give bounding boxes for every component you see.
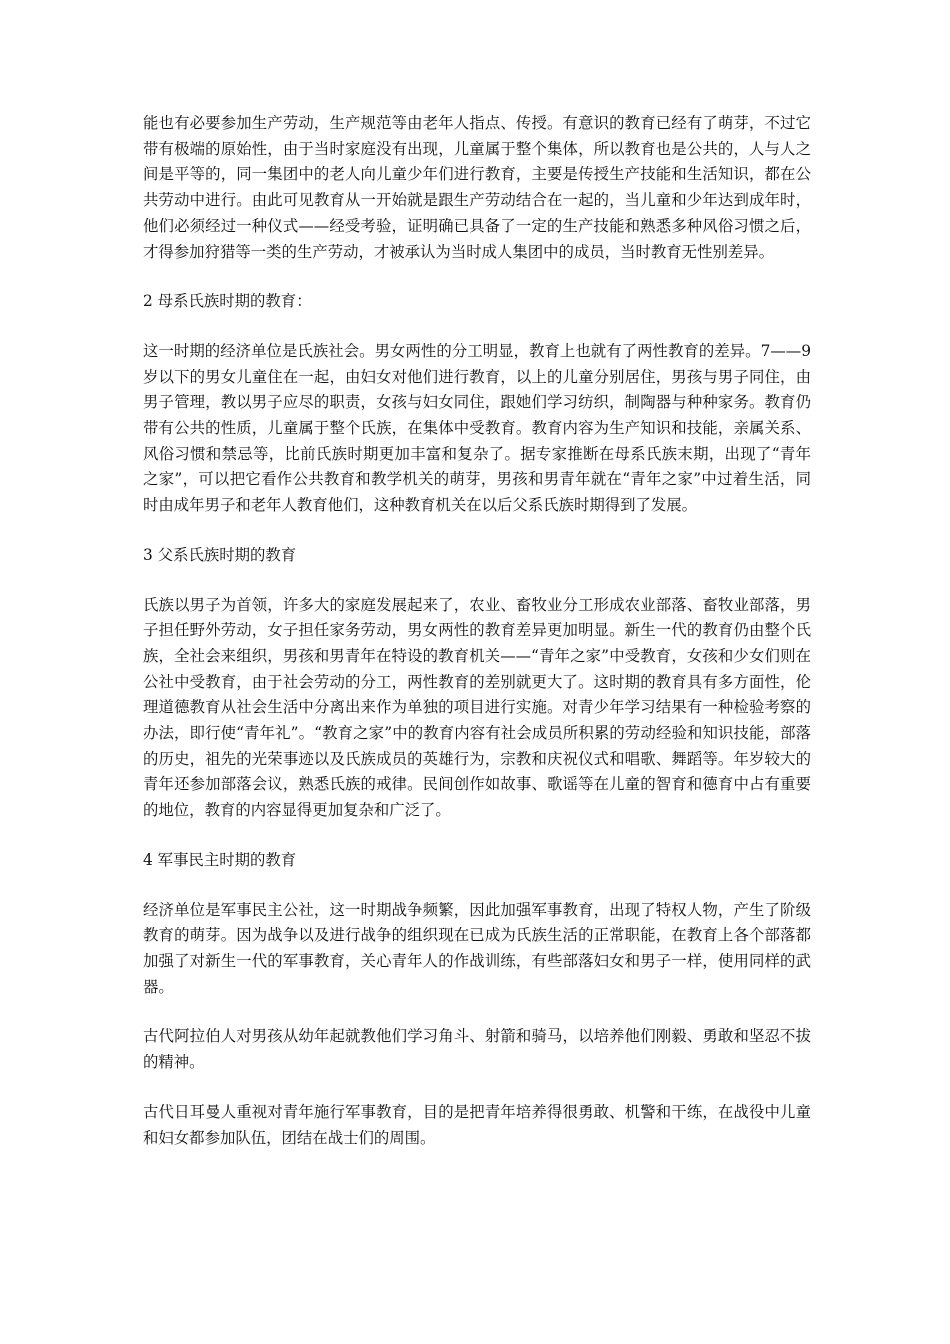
document-body [143,111,811,1175]
paragraph-primitive-society-continued: 能也有必要参加生产劳动，生产规范等由老年人指点、传授。有意识的教育已经有了萌芽，不过它带有极端的原始性，由于当时家庭没有出现，儿童属于整个集体，所以教育也是公共的，人与人之间是平等的，同一集团中的老人向儿童少年们进行教育，主要是传授生产技能和生活知识，都在公共劳动中进行。由此可见教育从一开始就是跟生产劳动结合在一起的，当儿童和少年达到成年时，他们必须经过一种仪式——经受考验，证明确已具备了一定的生产技能和熟悉多种风俗习惯之后，才得参加狩猎等一类的生产劳动，才被承认为当时成人集团中的成员，当时教育无性别差异。 [143,114,811,261]
section-heading-matrilineal: 2 母系氏族时期的教育： [143,292,312,311]
paragraph-germans: 古代日耳曼人重视对青年施行军事教育，目的是把青年培养得很勇敢、机警和干练，在战役中儿童和妇女都参加队伍，团结在战士们的周围。 [143,1102,811,1147]
paragraph-arabs: 古代阿拉伯人对男孩从幼年起就教他们学习角斗、射箭和骑马，以培养他们刚毅、勇敢和坚忍不拔的精神。 [143,1027,811,1072]
paragraph-matrilineal: 这一时期的经济单位是氏族社会。男女两性的分工明显，教育上也就有了两性教育的差异。7——9 岁以下的男女儿童住在一起，由妇女对他们进行教育，以上的儿童分别居住，男孩与男子同住，由男子管理，教以男子应尽的职责，女孩与妇女同住，跟她们学习纺织，制陶器与种种家务。教育仍带有公共的性质，儿童属于整个氏族，在集体中受教育。教育内容为生产知识和技能，亲属关系、风俗习惯和禁忌等，比前氏族时期更加丰富和复杂了。据专家推断在母系氏族末期，出现了“青年之家”，可以把它看作公共教育和教学机关的萌芽，男孩和男青年就在“青年之家”中过着生活，同时由成年男子和老年人教育他们，这种教育机关在以后父系氏族时期得到了发展。 [143,341,811,515]
section-heading-patrilineal: 3 父系氏族时期的教育 [143,545,297,564]
paragraph-patrilineal: 氏族以男子为首领，许多大的家庭发展起来了，农业、畜牧业分工形成农业部落、畜牧业部落，男子担任野外劳动，女子担任家务劳动，男女两性的教育差异更加明显。新生一代的教育仍由整个氏族，全社会来组织，男孩和男青年在特设的教育机关——“青年之家”中受教育，女孩和少女们则在公社中受教育，由于社会劳动的分工，两性教育的差别就更大了。这时期的教育具有多方面性，伦理道德教育从社会生活中分离出来作为单独的项目进行实施。对青少年学习结果有一种检验考察的办法，即行使“青年礼”。“教育之家”中的教育内容有社会成员所积累的劳动经验和知识技能，部落的历史，祖先的光荣事迹以及氏族成员的英雄行为，宗教和庆祝仪式和唱歌、舞蹈等。年岁较大的青年还参加部落会议，熟悉氏族的戒律。民间创作如故事、歌谣等在儿童的智育和德育中占有重要的地位，教育的内容显得更加复杂和广泛了。 [143,595,811,820]
paragraph-military-democracy: 经济单位是军事民主公社，这一时期战争频繁，因此加强军事教育，出现了特权人物，产生了阶级教育的萌芽。因为战争以及进行战争的组织现在已成为氏族生活的正常职能，在教育上各个部落都加强了对新生一代的军事教育，关心青年人的作战训练，有些部落妇女和男子一样，使用同样的武器。 [143,900,811,996]
section-heading-military-democracy: 4 军事民主时期的教育 [143,850,297,869]
